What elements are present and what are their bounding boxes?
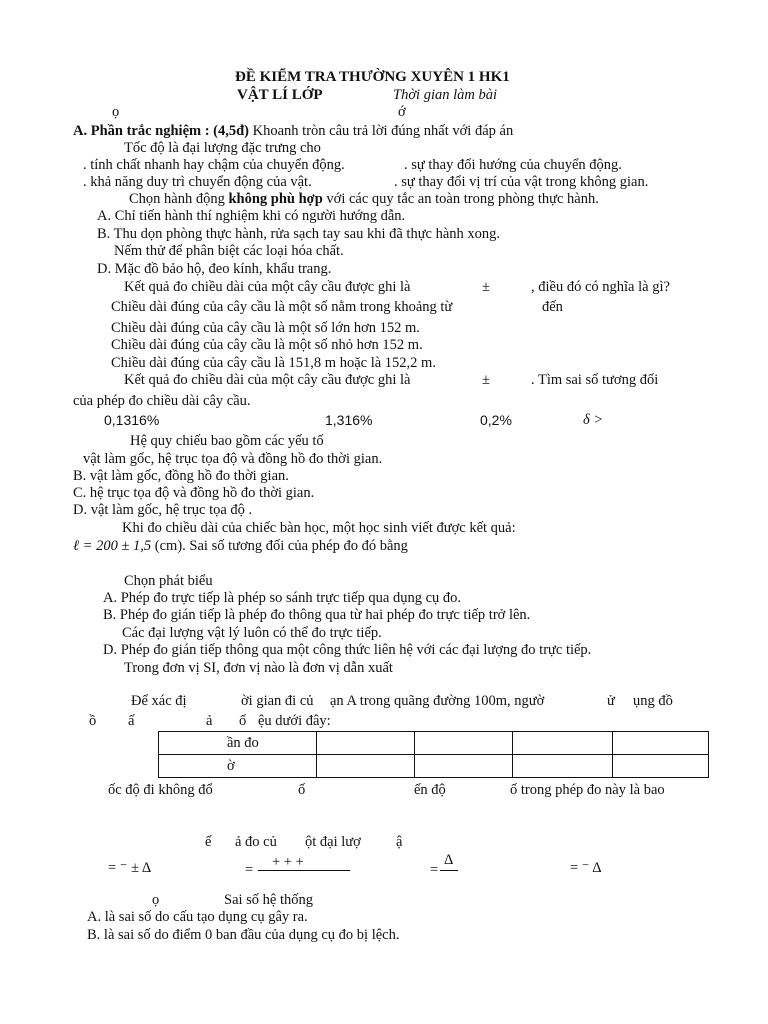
q10-line1-b: ả đo củ [235,834,277,850]
q2-option-b[interactable]: B. Thu dọn phòng thực hành, rửa sạch tay sau khi đã thực hành xong. [97,226,501,242]
q3-option-a[interactable]: Chiều dài đúng của cây cầu là một số nằm trong khoảng từ [111,299,453,315]
stray-glyph-right: ớ [398,104,406,120]
q9-line2-e: ệu dưới đây: [258,713,331,729]
q2-option-c[interactable]: Nếm thử để phân biệt các loại hóa chất. [114,243,344,259]
q5-option-d[interactable]: D. vật làm gốc, hệ trục tọa độ . [73,502,253,518]
q2-stem-bold: không phù hợp [228,191,323,207]
q5-option-b[interactable]: B. vật làm gốc, đồng hồ đo thời gian. [73,468,289,484]
q1-option-a[interactable]: . tính chất nhanh hay chậm của chuyển động. [83,157,345,173]
q9-line2-d: ố [239,713,247,729]
table-row1-label: ần đo [227,734,259,751]
q10-line1-a: ế [205,834,212,850]
q3-pm-sign: ± [482,279,490,295]
q11-option-b[interactable]: B. là sai số do điểm 0 ban đầu của dụng cụ đo bị lệch. [87,927,400,943]
q10-formula-b-bar [258,870,350,871]
q11-stem: Sai số hệ thống [224,892,314,908]
q4-option-b[interactable]: 1,316% [325,412,373,428]
q7-option-d[interactable]: D. Phép đo gián tiếp thông qua một công thức liên hệ với các đại lượng đo trực tiếp. [103,642,592,658]
table-cell [317,732,415,755]
q4-option-d[interactable]: δ > [583,412,604,428]
q3-option-b[interactable]: Chiều dài đúng của cây cầu là một số lớn hơn 152 m. [111,320,420,336]
table-row [159,755,709,778]
q2-option-d[interactable]: D. Mặc đồ bảo hộ, đeo kính, khẩu trang. [97,261,332,277]
table-cell-label [159,755,317,778]
q11-option-a[interactable]: A. là sai số do cấu tạo dụng cụ gây ra. [87,909,308,925]
measurement-table [158,731,709,778]
q7-option-b[interactable]: B. Phép đo gián tiếp là phép đo thông qua từ hai phép đo trực tiếp trở lên. [103,607,531,623]
q9-line2-b: ấ [128,713,135,729]
q9-line2-a: ồ [89,713,97,729]
q6-stem: Khi đo chiều dài của chiếc bàn học, một học sinh viết được kết quả: [122,520,516,536]
table-cell [513,755,613,778]
q10-formula-b-num: + + + [272,854,304,870]
section-a-heading: A. Phần trắc nghiệm : (4,5đ) [73,123,250,139]
table-row [159,732,709,755]
q8-stem: Trong đơn vị SI, đơn vị nào là đơn vị dẫn xuất [124,660,393,676]
exam-title: ĐỀ KIỂM TRA THƯỜNG XUYÊN 1 HK1 [235,69,510,85]
q2-stem-post: với các quy tắc an toàn trong phòng thực hành. [326,191,599,207]
time-label: Thời gian làm bài [393,87,498,103]
q10-line1-d: ậ [396,834,403,850]
q9-line3-b: ố [298,782,306,798]
q7-option-a[interactable]: A. Phép đo trực tiếp là phép so sánh trực tiếp qua dụng cụ đo. [103,590,462,606]
q2-stem-pre: Chọn hành động [129,191,225,207]
q1-stem: Tốc độ là đại lượng đặc trưng cho [124,140,321,156]
table-cell-label [159,732,317,755]
q5-stem: Hệ quy chiếu bao gồm các yếu tố [130,433,324,449]
subject-line: VẬT LÍ LỚP [237,87,323,103]
stray-glyph-left: ọ [112,104,120,120]
q5-option-c[interactable]: C. hệ trục tọa độ và đồng hồ đo thời gian. [73,485,315,501]
q10-formula-c-bar [440,870,458,871]
q7-stem: Chọn phát biểu [124,573,213,589]
q4-option-a[interactable]: 0,1316% [104,412,160,428]
q10-formula-c-num: Δ [444,852,454,868]
q9-line1-c: ạn A trong quãng đường 100m, ngườ [330,693,545,709]
table-row2-label: ờ [227,757,235,774]
q4-pm-sign: ± [482,372,490,388]
q9-line3-d: ố trong phép đo này là bao [510,782,665,798]
q4-stem-2: của phép đo chiều dài cây cầu. [73,393,251,409]
q9-line1-a: Để xác đị [131,693,187,709]
q2-option-a[interactable]: A. Chỉ tiến hành thí nghiệm khi có người hướng dẫn. [97,208,406,224]
q3-stem: Kết quả đo chiều dài của một cây cầu được ghi là [124,279,411,295]
table-cell [513,732,613,755]
q9-line3-c: ến độ [414,782,446,798]
q9-line1-b: ời gian đi củ [241,693,314,709]
q11-stray-glyph: ọ [152,892,160,908]
q3-option-c[interactable]: Chiều dài đúng của cây cầu là một số nhỏ hơn 152 m. [111,337,423,353]
q9-line1-d: ử [607,693,615,709]
table-cell [613,755,709,778]
table-cell [415,755,513,778]
q7-option-c[interactable]: Các đại lượng vật lý luôn có thể đo trực tiếp. [122,625,382,641]
q3-option-d[interactable]: Chiều dài đúng của cây cầu là 151,8 m hoặc là 152,2 m. [111,355,436,371]
q3-stem-end: , điều đó có nghĩa là gì? [531,279,670,295]
table-cell [317,755,415,778]
section-a-line [73,123,513,140]
q10-formula-c-eq[interactable]: = [430,862,439,878]
q3-option-a-end: đến [542,299,563,315]
q10-formula-a[interactable]: = ⁻ ± Δ [108,860,152,876]
table-cell [613,732,709,755]
q9-line1-e: ụng đồ [633,693,673,709]
table-cell [415,732,513,755]
q4-stem: Kết quả đo chiều dài của một cây cầu được ghi là [124,372,411,388]
q1-option-b[interactable]: . sự thay đổi hướng của chuyển động. [404,157,622,173]
q6-formula: ℓ = 200 ± 1,5 [73,538,152,554]
q6-line-2 [73,538,408,555]
q9-line3-a: ốc độ đi không đổ [108,782,213,798]
q5-option-a[interactable]: vật làm gốc, hệ trục tọa độ và đồng hồ đo thời gian. [83,451,383,467]
q1-option-c[interactable]: . khả năng duy trì chuyển động của vật. [83,174,312,190]
section-a-instruction: Khoanh tròn câu trả lời đúng nhất với đáp án [252,123,514,139]
q10-formula-d[interactable]: = ⁻ Δ [570,860,602,876]
q4-option-c[interactable]: 0,2% [480,412,512,428]
q9-line2-c: ả [206,713,213,729]
q10-line1-c: ột đại lượ [305,834,361,850]
q10-formula-b-eq[interactable]: = [245,862,254,878]
q1-option-d[interactable]: . sự thay đổi vị trí của vật trong không gian. [394,174,649,190]
q2-stem [129,191,599,208]
q6-stem-2: (cm). Sai số tương đối của phép đo đó bằng [154,538,408,554]
q4-stem-end: . Tìm sai số tương đối [531,372,659,388]
